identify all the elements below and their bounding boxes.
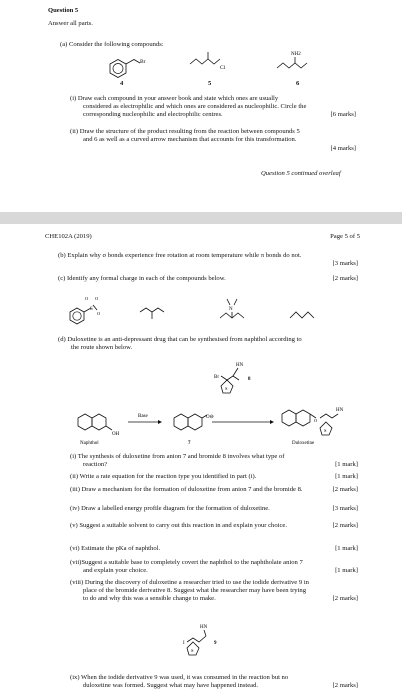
part-b: (b) Explain why σ bonds experience free rotation at room temperature while π bonds do not. (58, 252, 302, 259)
question-marks: [3 marks] (332, 505, 358, 512)
question-line: (viii) During the discovery of duloxetine a researcher tried to use the iodide derivative 9 in (70, 579, 309, 586)
iodide-9-structure (182, 622, 242, 668)
svg-text:I: I (183, 641, 185, 646)
question-line: (v) Suggest a suitable solvent to carry out this reaction in and explain your choice. (70, 522, 287, 529)
compound-9-label: 9 (214, 641, 217, 646)
part-a-i-line-1: (i) Draw each compound in your answer book and state which ones are usually (70, 95, 279, 102)
question-marks: [2 marks] (332, 595, 358, 602)
part-c-structures (60, 288, 350, 330)
question-marks: [2 marks] (332, 682, 358, 689)
svg-text:S: S (225, 386, 228, 391)
part-d-line-2: the route shown below. (71, 344, 133, 351)
question-line: (vi) Estimate the pKa of naphthol. (70, 545, 161, 552)
compound-6-structure (272, 48, 322, 82)
question-marks: [2 marks] (332, 522, 358, 529)
bromide-8-structure (214, 363, 244, 393)
part-a-ii-line-2: and 6 as well as a curved arrow mechanism that accounts for this transformation. (83, 136, 297, 143)
course-code: CHE102A (2019) (45, 233, 92, 240)
question-marks: [2 marks] (332, 486, 358, 493)
part-a-i-marks: [6 marks] (330, 111, 356, 118)
svg-text:HN: HN (200, 625, 208, 630)
question-marks: [1 mark] (335, 567, 358, 574)
part-a-ii-line-1: (ii) Draw the structure of the product resulting from the reaction between compounds 5 (70, 128, 300, 135)
compound-8-label: 8 (248, 377, 251, 382)
svg-text:S: S (90, 307, 93, 312)
question-marks: [1 mark] (335, 473, 358, 480)
anion-7-structure (174, 414, 214, 430)
compound-4-br-label: Br (140, 59, 146, 65)
compound-5-number: 5 (208, 80, 212, 87)
page-number: Page 5 of 5 (330, 233, 360, 240)
question-line: (i) The synthesis of duloxetine from anion 7 and bromide 8 involves what type of (70, 453, 285, 460)
part-a-intro: (a) Consider the following compounds: (60, 41, 164, 48)
naphthol-structure (78, 414, 120, 437)
svg-text:S: S (324, 428, 327, 433)
duloxetine-structure (282, 408, 344, 435)
question-line: to do and why this was a sensible change to make. (83, 595, 216, 602)
svg-text:HN: HN (336, 408, 344, 413)
svg-text:O: O (97, 311, 101, 316)
part-a-ii-marks: [4 marks] (330, 145, 356, 152)
svg-text:N: N (229, 307, 233, 312)
compound-7-label: 7 (188, 441, 191, 446)
base-label: Base (138, 414, 148, 419)
compound-6-number: 6 (296, 80, 300, 87)
part-a-i-line-2: considered as electrophilic and which ones are considered as nucleophilic. Circle the (83, 103, 307, 110)
part-c-marks: [2 marks] (332, 275, 358, 282)
question-line: (iv) Draw a labelled energy profile diagram for the formation of duloxetine. (70, 505, 270, 512)
svg-text:OH: OH (112, 432, 120, 437)
question-marks: [1 mark] (335, 461, 358, 468)
svg-text:S: S (191, 648, 194, 653)
question-line: and explain your choice. (83, 567, 148, 574)
compound-5-cl-label: Cl (220, 65, 226, 71)
question-title: Question 5 (48, 7, 79, 14)
question-line: reaction? (83, 461, 108, 468)
svg-text:O: O (314, 418, 318, 423)
question-line: place of the bromide derivative 8. Suggest what the researcher may have been trying (83, 587, 307, 594)
page-2 (0, 224, 402, 700)
question-line: (ii) Write a rate equation for the reaction type you identified in part (i). (70, 473, 257, 480)
duloxetine-label: Duloxetine (292, 441, 315, 446)
question-line: duloxetine was formed. Suggest what may have happened instead. (83, 682, 259, 689)
svg-text:O: O (85, 296, 89, 301)
question-line: (vii)Suggest a suitable base to completely covert the naphthol to the naphtholate anion 7 (70, 559, 303, 566)
naphthol-label: Naphthol (80, 441, 99, 446)
compound-6-nh2-label: NH2 (291, 52, 301, 57)
page-1 (0, 0, 402, 212)
part-d-line-1: (d) Duloxetine is an anti-depressant drug that can be synthesised from naphthol according to (58, 336, 302, 343)
continued-note: Question 5 continued overleaf (261, 170, 341, 177)
synthesis-scheme (70, 358, 360, 450)
compound-4-number: 4 (120, 80, 124, 87)
svg-text:Br: Br (214, 375, 219, 380)
svg-text:HN: HN (236, 363, 244, 368)
question-line: (iii) Draw a mechanism for the formation of duloxetine from anion 7 and the bromide 8. (70, 486, 303, 493)
compound-4-structure (100, 54, 160, 92)
part-a-i-line-3: corresponding nucleophilic and electrophilic centres. (83, 111, 223, 118)
svg-text:O⊖: O⊖ (206, 415, 214, 420)
question-line: (ix) When the iodide derivative 9 was used, it was consumed in the reaction but no (70, 674, 289, 681)
part-b-marks: [3 marks] (332, 260, 358, 267)
question-marks: [1 mark] (335, 545, 358, 552)
svg-text:O: O (95, 296, 99, 301)
instruction: Answer all parts. (48, 20, 93, 27)
part-c: (c) Identify any formal charge in each of the compounds below. (58, 275, 226, 282)
compound-5-structure (185, 52, 235, 82)
